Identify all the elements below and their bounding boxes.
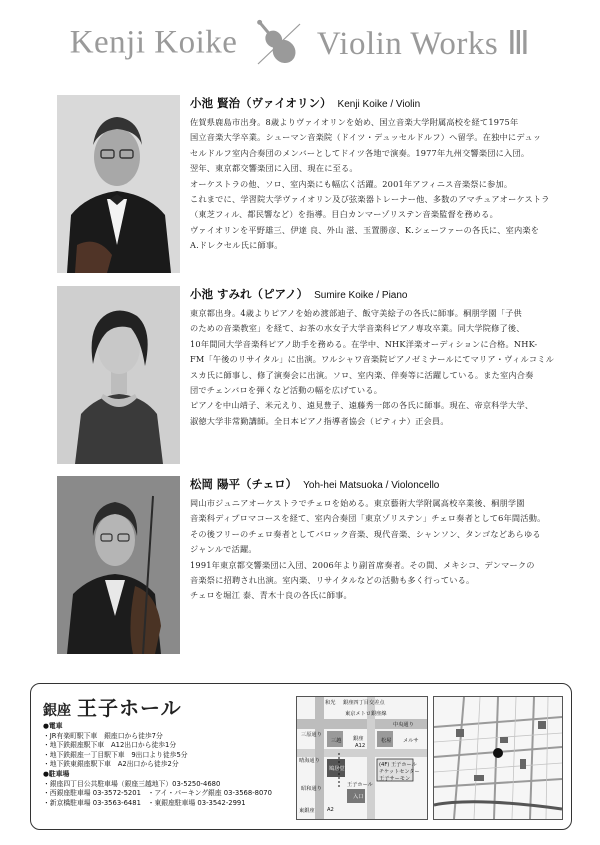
bio-line: これまでに、学習院大学ヴァイオリン及び弦楽器トレーナー他、多数のアマチュアオーケストラ [190,194,550,205]
bio-line: 国立音楽大学卒業。シューマン音楽院（ドイツ・デュッセルドルフ）へ留学。在独中にデュッ [190,132,542,143]
map-label: 中央通り [393,722,414,728]
bio-line: 10年間同大学音楽科ピアノ助手を務める。在学中、NHK洋楽オーディションに合格。NHK- [190,338,538,349]
map-label: 東京メトロ銀座線 [345,711,387,717]
map-label: 銀座四丁目交差点 [343,700,385,706]
map-label: 和光 [325,700,336,706]
photo-sumire [57,286,180,464]
bio-line: セルドルフ室内合奏団のメンバーとしてドイツ各地で演奏。1977年九州交響楽団に入団。 [190,147,530,158]
map-label: A12 [355,743,366,749]
map-label: 三越 [331,738,342,744]
name-jp: 小池 すみれ（ピアノ） [190,287,309,301]
map-label: 銀座 [353,736,364,742]
name-roman: Yoh-hei Matsuoka / Violoncello [303,480,440,491]
map-label: 昭和通り [301,786,322,792]
train-heading: ●電車 [43,722,63,730]
map-label: 王子ホール [347,782,373,788]
bio-kenji [190,95,596,254]
title-right: Violin Works Ⅲ [316,26,531,62]
train-route: ・地下鉄東銀座駅下車 A2出口から徒歩2分 [43,760,179,769]
name-jp: 松岡 陽平（チェロ） [190,477,298,491]
bio-line: 佐賀県鹿島市出身。8歳よりヴァイオリンを始め、国立音楽大学附属高校を経て1975年 [190,117,519,127]
bio-line: A.ドレクセル氏に師事。 [190,240,283,251]
bio-line: （東芝フィル、都民響など）を指導。目白カンマーゾリステン音楽監督を務める。 [190,209,498,220]
parking-heading: ●駐車場 [43,769,70,778]
performer-name [190,476,596,492]
bio-line: 淑徳大学非常勤講師。全日本ピアノ指導者協会（ピティナ）正会員。 [190,415,449,426]
map-label: (4F) 王子ホール [379,762,417,768]
parking-entry: ・新京橋駐車場 03-3563-6481 ・東銀座駐車場 03-3542-2991 [43,798,246,807]
train-route: ・地下鉄銀座一丁目駅下車 9出口より徒歩5分 [43,750,188,759]
map-label: 鳩居堂 [329,766,345,772]
bio-line: 音楽科ディプロマコースを経て、室内合奏団「東京ゾリステン」チェロ奏者として6年間活動。 [190,513,546,524]
venue-info-box [30,683,572,830]
photo-kenji [57,95,180,273]
bio-line: ジャンルで活躍。 [190,544,257,555]
bio-line: 翌年、東京都交響楽団に入団、現在に至る。 [190,163,358,174]
name-jp: 小池 賢治（ヴァイオリン） [190,96,332,110]
train-route: ・JR有楽町駅下車 銀座口から徒歩7分 [43,731,163,740]
bio-line: FM「午後のリサイタル」に出演。ワルシャワ音楽院ピアノゼミナールにてマリア・ヴィルコミル [190,354,554,365]
map-label: 王子サーモン [379,776,411,782]
map-label: チケットセンター [379,769,420,775]
train-route: ・地下鉄銀座駅下車 A12出口から徒歩1分 [43,741,177,750]
bio-line: ピアノを中山靖子、米元えり、遠見豊子、遠藤秀一郎の各氏に師事。現在、帝京科学大学、 [190,400,534,411]
bio-line: スカ氏に師事し、修了演奏会に出演。ソロ、室内楽、伴奏等に活躍している。また室内合奏 [190,369,534,380]
performer-name [190,286,596,302]
title-left: Kenji Koike [69,24,238,61]
bio-line: 1991年東京都交響楽団に入団、2006年より副首席奏者。その間、メキシコ、デンマークの [190,559,535,570]
bio-line: 音楽祭に招聘され出演。室内楽、リサイタルなどの活動も多く行っている。 [190,575,475,586]
map-label: 三原通り [301,732,322,738]
parking-entry: ・銀座四丁目公共駐車場（銀座三越地下）03-5250-4680 [43,779,221,788]
access-info [43,722,293,808]
bio-line: その後フリーのチェロ奏者としてバロック音楽、現代音楽、シャンソン、タンゴなどあらゆる [190,528,541,539]
parking-entry: ・西銀座駐車場 03-3572-5201 ・アイ・パーキング銀座 03-3568-8070 [43,789,272,798]
venue-hall: 王子ホール [77,696,182,720]
bio-line: チェロを堀江 泰、青木十良の各氏に師事。 [190,590,352,601]
bio-line: 団でチェンバロを弾くなど活動の幅を広げている。 [190,385,383,396]
performer-name [190,95,596,111]
name-roman: Sumire Koike / Piano [314,290,408,301]
name-roman: Kenji Koike / Violin [337,99,421,110]
bio-line: のための音楽教室」を経て、お茶の水女子大学音楽科ピアノ専攻卒業。同大学院修了後、 [190,323,525,334]
area-map [433,696,563,820]
bio-line: オーケストラの他、ソロ、室内楽にも幅広く活躍。2001年アフィニス音楽祭に参加。 [190,178,513,189]
map-label: メルサ [403,738,419,744]
venue-area: 銀座 [43,703,71,719]
map-label: A2 [327,807,334,813]
bio-line: 岡山市ジュニアオーケストラでチェロを始める。東京藝術大学附属高校卒業後、桐朋学園 [190,498,525,508]
map-label: 晴海通り [299,758,320,764]
venue-title [43,692,182,721]
page-title [0,14,600,72]
map-label: 入口 [353,794,364,800]
detail-map [296,696,428,820]
bio-line: ヴァイオリンを平野雄三、伊達 良、外山 滋、玉置勝彦、K.シェーファーの各氏に、室内楽を [190,224,540,235]
photo-yohei [57,476,180,654]
map-label: 東銀座 [299,808,315,814]
bio-sumire [190,286,596,429]
violin-icon [250,14,304,72]
bio-yohei [190,476,596,604]
map-label: 松屋 [381,738,392,744]
bio-line: 東京都出身。4歳よりピアノを始め渡部迪子、飯守美絵子の各氏に師事。桐朋学園「子供 [190,308,522,318]
